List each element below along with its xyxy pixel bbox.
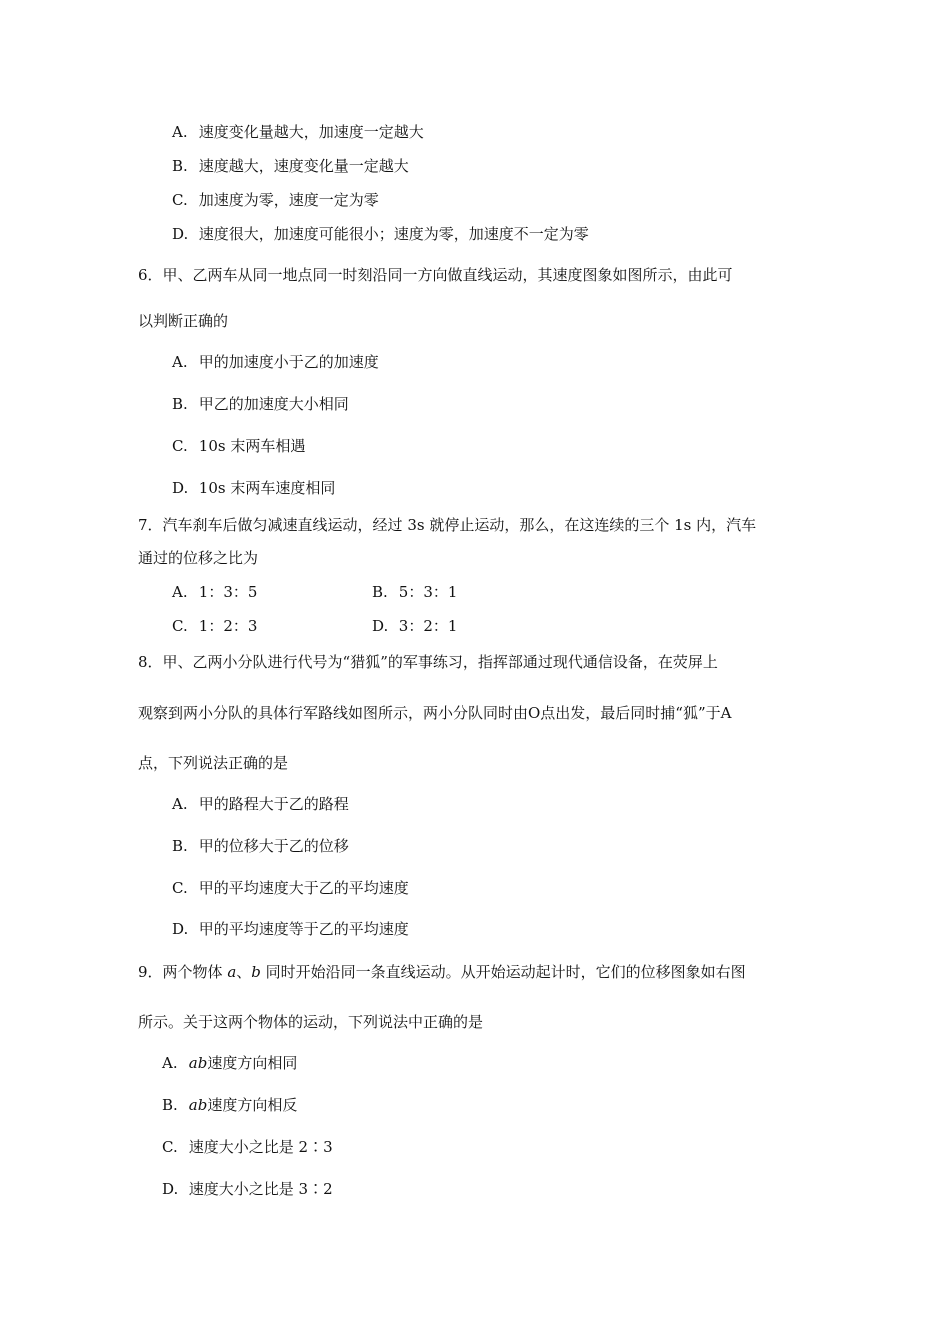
q9-stem-line1: 9．两个物体 a、b 同时开始沿同一条直线运动。从开始运动起计时，它们的位移图象如右图 xyxy=(138,963,746,981)
q5-option-b: B. 速度越大，速度变化量一定越大 xyxy=(172,157,409,175)
q9-option-c: C. 速度大小之比是 2∶3 xyxy=(162,1138,333,1156)
q7-option-a: A. 1：3：5 xyxy=(172,583,258,601)
q7-stem-line2: 通过的位移之比为 xyxy=(138,549,259,567)
q7-option-c: C. 1：2：3 xyxy=(172,617,258,635)
q8-option-c: C. 甲的平均速度大于乙的平均速度 xyxy=(172,879,409,897)
q7-option-b: B. 5：3：1 xyxy=(372,583,458,601)
var-b: b xyxy=(251,963,261,981)
q6-stem-line1: 6．甲、乙两车从同一地点同一时刻沿同一方向做直线运动，其速度图象如图所示，由此可 xyxy=(138,266,733,284)
q6-stem-line2: 以判断正确的 xyxy=(138,312,229,330)
q9-option-d: D. 速度大小之比是 3∶2 xyxy=(162,1180,333,1198)
q6-option-c: C. 10s 末两车相遇 xyxy=(172,437,306,455)
q8-option-a: A. 甲的路程大于乙的路程 xyxy=(172,795,349,813)
q9-stem-line2: 所示。关于这两个物体的运动，下列说法中正确的是 xyxy=(138,1013,484,1031)
q6-option-b: B. 甲乙的加速度大小相同 xyxy=(172,395,349,413)
q9-option-b: B. ab速度方向相反 xyxy=(162,1096,298,1114)
q8-option-d: D. 甲的平均速度等于乙的平均速度 xyxy=(172,920,409,938)
q7-stem-line1: 7．汽车刹车后做匀减速直线运动，经过 3s 就停止运动，那么，在这连续的三个 1s 内，汽车 xyxy=(138,516,757,534)
q8-stem-line1: 8．甲、乙两小分队进行代号为“猎狐”的军事练习，指挥部通过现代通信设备，在荧屏上 xyxy=(138,653,718,671)
var-a: a xyxy=(227,963,237,981)
q8-stem-line2: 观察到两小分队的具体行军路线如图所示，两小分队同时由O点出发，最后同时捕“狐”于A xyxy=(138,704,732,722)
q5-option-c: C. 加速度为零，速度一定为零 xyxy=(172,191,379,209)
q8-stem-line3: 点，下列说法正确的是 xyxy=(138,754,289,772)
q5-option-d: D. 速度很大，加速度可能很小；速度为零，加速度不一定为零 xyxy=(172,225,589,243)
q6-option-d: D. 10s 末两车速度相同 xyxy=(172,479,336,497)
q6-option-a: A. 甲的加速度小于乙的加速度 xyxy=(172,353,379,371)
q8-option-b: B. 甲的位移大于乙的位移 xyxy=(172,837,349,855)
q5-option-a: A. 速度变化量越大，加速度一定越大 xyxy=(172,123,424,141)
q9-option-a: A. ab速度方向相同 xyxy=(162,1054,298,1072)
q7-option-d: D. 3：2：1 xyxy=(372,617,458,635)
